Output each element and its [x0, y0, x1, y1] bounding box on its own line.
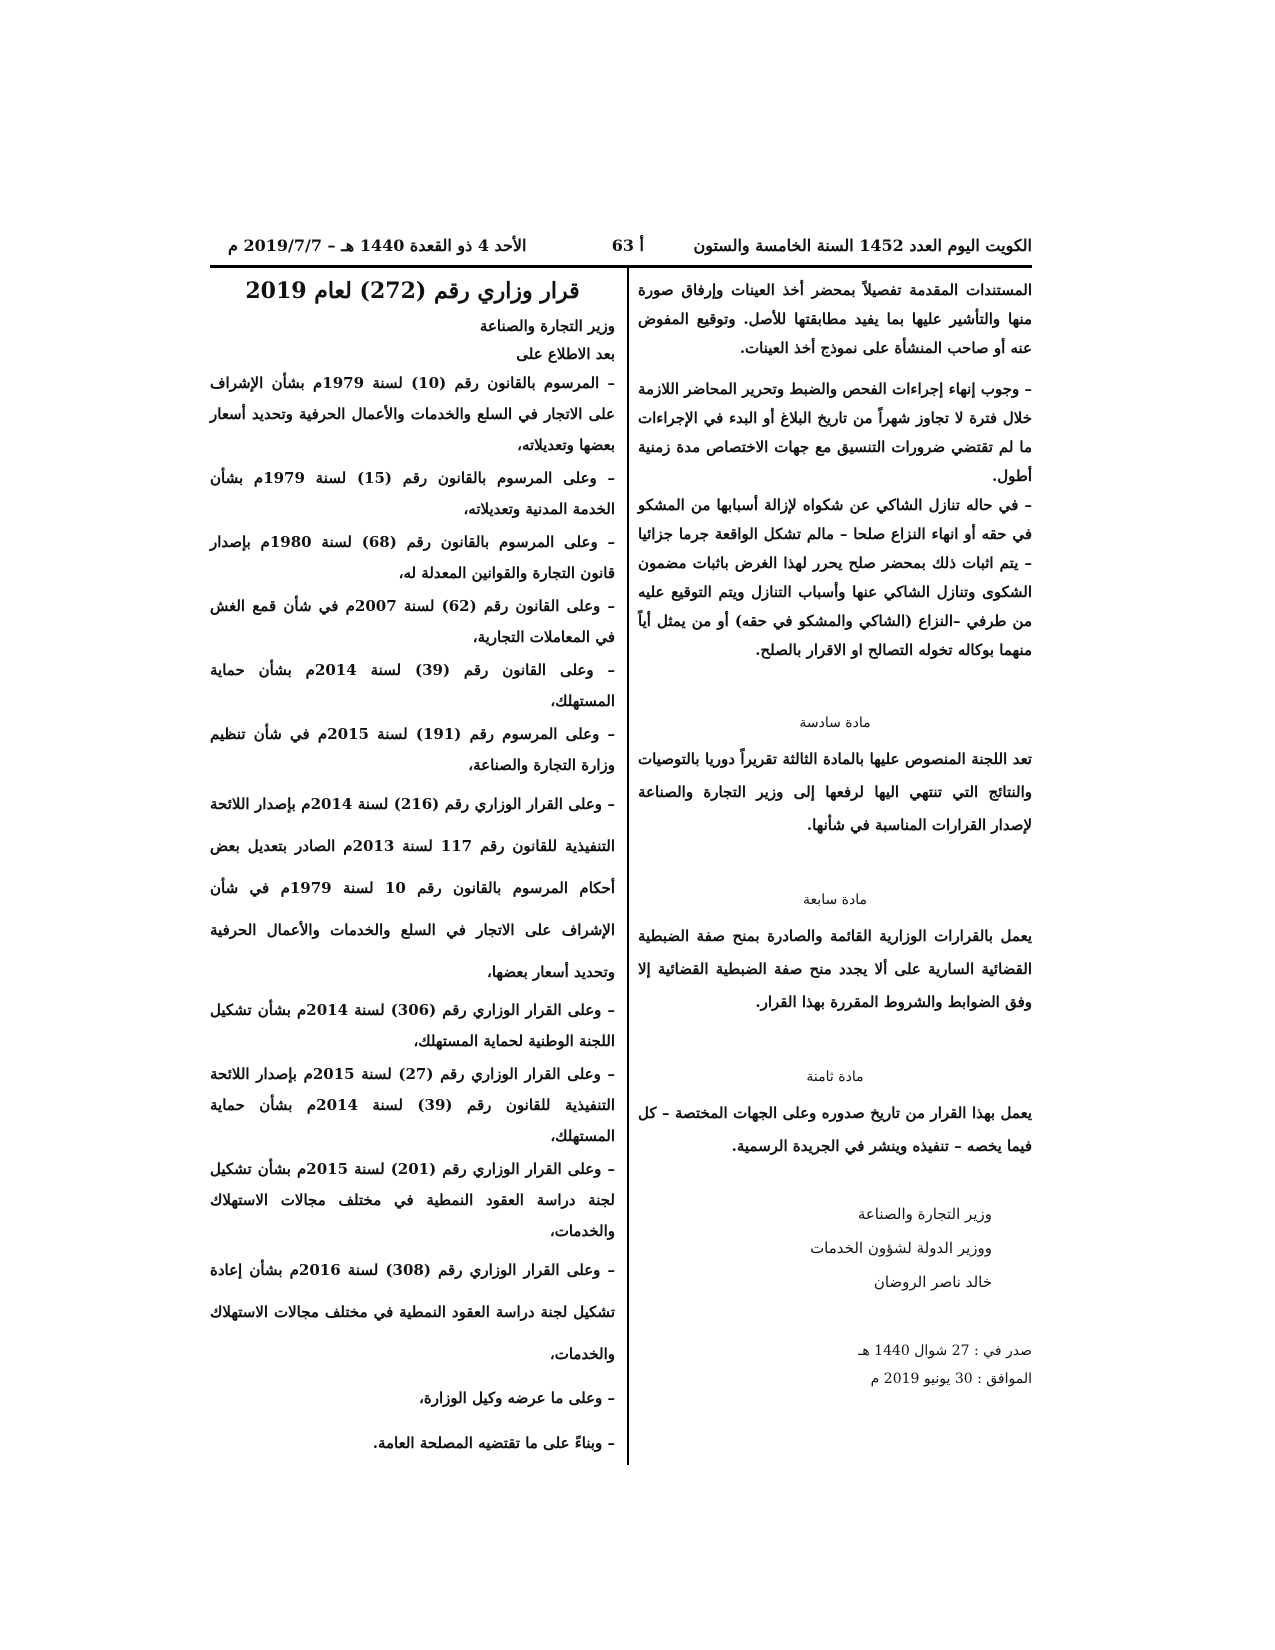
- procedure-bullet: – وجوب إنهاء إجراءات الفحص والضبط وتحرير المحاضر اللازمة خلال فترة لا تجاوز شهراً من تاريخ البلاغ أو البدء في الإجراءات ما لم تقتضي ضرورات التنسيق مع جهات الاختصاص مدة زمنية أطول.: [638, 380, 1032, 485]
- preamble-item: – وعلى القانون رقم (62) لسنة 2007م في شأن قمع الغش في المعاملات التجارية،: [210, 597, 615, 646]
- article-7-title: مادة سابعة: [803, 892, 867, 908]
- signature-title-2: ووزير الدولة لشؤون الخدمات: [810, 1239, 992, 1257]
- header-page-number: أ 63: [611, 236, 644, 255]
- header-date: الأحد 4 ذو القعدة 1440 هـ – 2019/7/7 م: [228, 236, 527, 255]
- decision-title: قرار وزاري رقم (272) لعام 2019: [245, 278, 580, 304]
- signature-block: [638, 1203, 992, 1293]
- preamble-item: – وعلى القرار الوزاري رقم (27) لسنة 2015م بإصدار اللائحة التنفيذية للقانون رقم (39) لسنة 2014م بشأن حماية المستهلك،: [210, 1065, 615, 1145]
- signature-title: وزير التجارة والصناعة: [857, 1205, 992, 1223]
- preamble-item: – وعلى ما عرضه وكيل الوزارة،: [419, 1389, 615, 1407]
- preamble-list: [210, 368, 615, 1459]
- preamble-item: – وعلى المرسوم بالقانون رقم (68) لسنة 1980م بإصدار قانون التجارة والقوانين المعدلة له،: [210, 533, 615, 582]
- preamble-item: – وعلى القرار الوزاري رقم (306) لسنة 2014م بشأن تشكيل اللجنة الوطنية لحماية المستهلك،: [210, 1001, 615, 1050]
- issued-hijri: صدر في : 27 شوال 1440 هـ: [858, 1343, 1032, 1359]
- after-review: بعد الاطلاع على: [516, 345, 615, 363]
- settlement-bullet: – في حاله تنازل الشاكي عن شكواه لإزالة أسبابها من المشكو في حقه أو انهاء النزاع صلحا – مالم تشكل الواقعة جرما جزائيا – يتم اثبات ذلك بمحضر صلح يحرر لهذا الغرض باثبات مضمون الشكوى وتنازل الشاكي عنها وأسباب التنازل ويتم التوقيع عليه من طرفي –النزاع (الشاكي والمشكو في حقه) أو من يمثل أياً منهما بوكاله تخوله التصالح او الاقرار بالصلح.: [638, 496, 1032, 659]
- intro-paragraph: المستندات المقدمة تفصيلاً بمحضر أخذ العينات وإرفاق صورة منها والتأشير عليها بما يفيد مطابقتها للأصل. وتوقيع المفوض عنه أو صاحب المنشأة على نموذج أخذ العينات.: [638, 281, 1032, 357]
- preamble-item: – وعلى المرسوم رقم (191) لسنة 2015م في شأن تنظيم وزارة التجارة والصناعة،: [210, 725, 616, 774]
- minister-title: وزير التجارة والصناعة: [479, 317, 615, 335]
- preamble-item: – وعلى القرار الوزاري رقم (201) لسنة 2015م بشأن تشكيل لجنة دراسة العقود النمطية في مختلف مجالات الاستهلاك والخدمات،: [210, 1160, 615, 1240]
- preamble-item: – وعلى القانون رقم (39) لسنة 2014م بشأن حماية المستهلك،: [210, 661, 615, 710]
- article-7-text: يعمل بالقرارات الوزارية القائمة والصادرة بمنح صفة الضبطية القضائية السارية على ألا يجدد منح صفة الضبطية القضائية إلا وفق الضوابط والشروط المقررة بهذا القرار.: [638, 927, 1032, 1011]
- issued-gregorian: الموافق : 30 يونيو 2019 م: [870, 1371, 1032, 1387]
- header-issue-info: الكويت اليوم العدد 1452 السنة الخامسة والستون: [693, 236, 1032, 255]
- column-divider: [627, 268, 629, 1465]
- article-8-title: مادة ثامنة: [806, 1069, 864, 1085]
- article-6-text: تعد اللجنة المنصوص عليها بالمادة الثالثة تقريراً دوريا بالتوصيات والنتائج التي تنتهي اليها لرفعها إلى وزير التجارة والصناعة لإصدار القرارات المناسبة في شأنها.: [638, 750, 1032, 834]
- header-rule: [210, 265, 1032, 268]
- page-header: [210, 232, 1032, 258]
- signature-name: خالد ناصر الروضان: [873, 1273, 992, 1291]
- preamble-item: – وعلى المرسوم بالقانون رقم (15) لسنة 1979م بشأن الخدمة المدنية وتعديلاته،: [210, 469, 615, 518]
- right-column: [638, 276, 1032, 1397]
- article-6-title: مادة سادسة: [799, 715, 871, 731]
- issued-date-block: [638, 1341, 1032, 1389]
- article-8-text: يعمل بهذا القرار من تاريخ صدوره وعلى الجهات المختصة – كل فيما يخصه – تنفيذه وينشر في الجريدة الرسمية.: [638, 1104, 1032, 1155]
- preamble-item: – وبناءً على ما تقتضيه المصلحة العامة.: [372, 1434, 615, 1452]
- preamble-item: – وعلى القرار الوزاري رقم (308) لسنة 2016م بشأن إعادة تشكيل لجنة دراسة العقود النمطية في مختلف مجالات الاستهلاك والخدمات،: [210, 1261, 616, 1363]
- preamble-item: – المرسوم بالقانون رقم (10) لسنة 1979م بشأن الإشراف على الاتجار في السلع والخدمات والأعمال الحرفية وتحديد أسعار بعضها وتعديلاته،: [210, 374, 615, 454]
- left-column: [210, 276, 615, 1459]
- preamble-item: – وعلى القرار الوزاري رقم (216) لسنة 2014م بإصدار اللائحة التنفيذية للقانون رقم 117 لسنة 2013م الصادر بتعديل بعض أحكام المرسوم بالقانون رقم 10 لسنة 1979م في شأن الإشراف على الاتجار في السلع والخدمات والأعمال الحرفية وتحديد أسعار بعضها،: [210, 795, 615, 981]
